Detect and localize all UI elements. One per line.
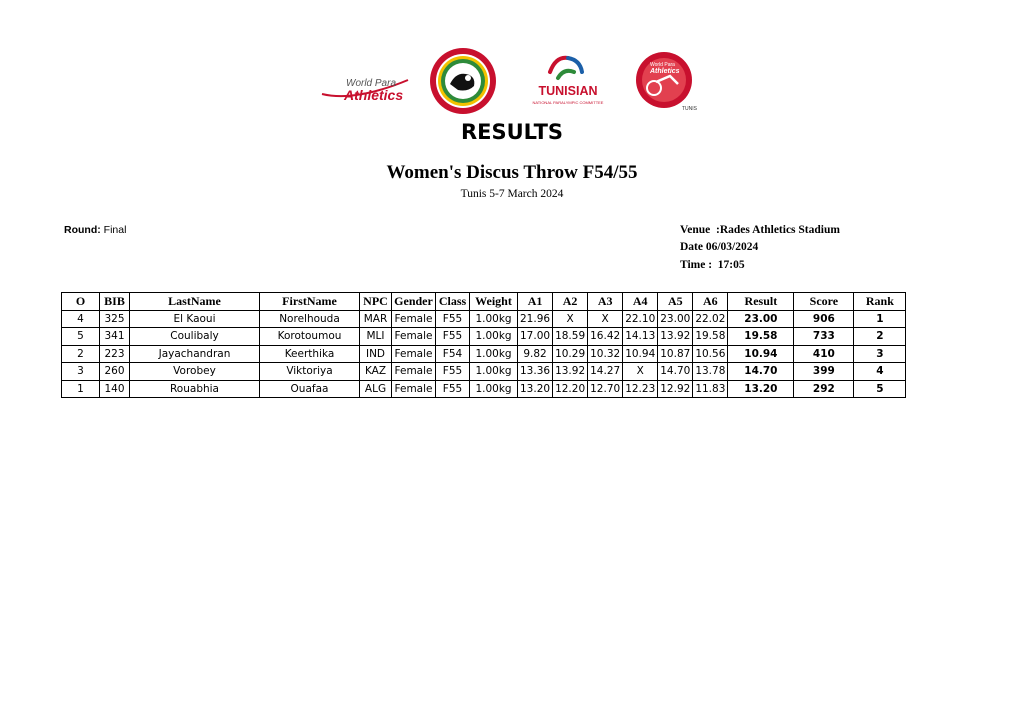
table-row <box>62 345 906 363</box>
cell-class: F55 <box>436 363 470 381</box>
cell-a6: 22.02 <box>693 310 728 328</box>
cell-a6: 19.58 <box>693 328 728 346</box>
grand-prix-tunis-logo <box>630 48 706 112</box>
cell-score: 399 <box>794 363 854 381</box>
col-header: A6 <box>693 293 728 311</box>
col-header: Weight <box>470 293 518 311</box>
cell-a1: 17.00 <box>518 328 553 346</box>
cell-a3: 16.42 <box>588 328 623 346</box>
table-row <box>62 310 906 328</box>
col-header: A4 <box>623 293 658 311</box>
cell-a2: 18.59 <box>553 328 588 346</box>
cell-a3: 14.27 <box>588 363 623 381</box>
npc-name: TUNISIAN <box>538 84 598 98</box>
cell-lastname: El Kaoui <box>130 310 260 328</box>
cell-rank: 3 <box>854 345 906 363</box>
cell-order: 4 <box>62 310 100 328</box>
cell-result: 10.94 <box>728 345 794 363</box>
gp-line3: TUNIS <box>682 106 697 112</box>
col-header: Rank <box>854 293 906 311</box>
cell-a4: 22.10 <box>623 310 658 328</box>
cell-bib: 325 <box>100 310 130 328</box>
cell-a2: 12.20 <box>553 380 588 398</box>
wpa-line2: Athletics <box>344 87 404 103</box>
cell-class: F55 <box>436 310 470 328</box>
cell-bib: 260 <box>100 363 130 381</box>
cell-order: 2 <box>62 345 100 363</box>
cell-weight: 1.00kg <box>470 380 518 398</box>
cell-result: 13.20 <box>728 380 794 398</box>
cell-rank: 5 <box>854 380 906 398</box>
cell-gender: Female <box>392 363 436 381</box>
cell-firstname: Norelhouda <box>260 310 360 328</box>
cell-lastname: Vorobey <box>130 363 260 381</box>
cell-a3: 12.70 <box>588 380 623 398</box>
cell-a4: 12.23 <box>623 380 658 398</box>
cell-firstname: Keerthika <box>260 345 360 363</box>
cell-a6: 10.56 <box>693 345 728 363</box>
cell-a5: 10.87 <box>658 345 693 363</box>
cell-a6: 13.78 <box>693 363 728 381</box>
cell-score: 733 <box>794 328 854 346</box>
event-title: Women's Discus Throw F54/55 <box>386 162 638 183</box>
col-header: Result <box>728 293 794 311</box>
table-row <box>62 363 906 381</box>
cell-result: 23.00 <box>728 310 794 328</box>
cell-a5: 23.00 <box>658 310 693 328</box>
cell-a3: 10.32 <box>588 345 623 363</box>
page-title: RESULTS <box>460 120 564 144</box>
cell-score: 292 <box>794 380 854 398</box>
cell-bib: 223 <box>100 345 130 363</box>
cell-weight: 1.00kg <box>470 345 518 363</box>
cell-a3: X <box>588 310 623 328</box>
cell-firstname: Ouafaa <box>260 380 360 398</box>
cell-order: 3 <box>62 363 100 381</box>
cell-class: F55 <box>436 328 470 346</box>
cell-a5: 13.92 <box>658 328 693 346</box>
cell-gender: Female <box>392 328 436 346</box>
cell-result: 19.58 <box>728 328 794 346</box>
round-info <box>64 224 126 236</box>
cell-a4: 10.94 <box>623 345 658 363</box>
cell-a1: 9.82 <box>518 345 553 363</box>
cell-class: F55 <box>436 380 470 398</box>
col-header: NPC <box>360 293 392 311</box>
table-header-row <box>62 293 906 311</box>
cell-npc: MLI <box>360 328 392 346</box>
cell-weight: 1.00kg <box>470 363 518 381</box>
tunisian-npc-logo <box>528 48 608 112</box>
federation-emblem-icon <box>428 46 498 116</box>
world-para-athletics-logo <box>310 50 420 110</box>
cell-rank: 4 <box>854 363 906 381</box>
cell-rank: 2 <box>854 328 906 346</box>
event-time: Time : 17:05 <box>680 259 745 271</box>
cell-class: F54 <box>436 345 470 363</box>
cell-npc: IND <box>360 345 392 363</box>
event-date: Date 06/03/2024 <box>680 241 759 253</box>
cell-gender: Female <box>392 380 436 398</box>
cell-rank: 1 <box>854 310 906 328</box>
cell-a5: 14.70 <box>658 363 693 381</box>
gp-line2: Athletics <box>650 68 680 75</box>
cell-lastname: Coulibaly <box>130 328 260 346</box>
logo-banner <box>300 44 720 116</box>
cell-lastname: Rouabhia <box>130 380 260 398</box>
cell-firstname: Korotoumou <box>260 328 360 346</box>
round-label: Round: <box>64 224 101 236</box>
cell-a1: 13.36 <box>518 363 553 381</box>
venue: Venue :Rades Athletics Stadium <box>680 224 840 236</box>
cell-npc: MAR <box>360 310 392 328</box>
cell-bib: 341 <box>100 328 130 346</box>
col-header: A5 <box>658 293 693 311</box>
gp-line1: World Para <box>650 62 675 68</box>
col-header: Gender <box>392 293 436 311</box>
cell-a5: 12.92 <box>658 380 693 398</box>
col-header: LastName <box>130 293 260 311</box>
cell-a6: 11.83 <box>693 380 728 398</box>
cell-order: 1 <box>62 380 100 398</box>
col-header: BIB <box>100 293 130 311</box>
cell-a2: X <box>553 310 588 328</box>
col-header: A3 <box>588 293 623 311</box>
wpa-line1: World Para <box>346 78 397 89</box>
cell-weight: 1.00kg <box>470 328 518 346</box>
col-header: O <box>62 293 100 311</box>
cell-score: 410 <box>794 345 854 363</box>
cell-a2: 10.29 <box>553 345 588 363</box>
cell-gender: Female <box>392 345 436 363</box>
cell-a4: X <box>623 363 658 381</box>
col-header: Score <box>794 293 854 311</box>
round-value: Final <box>103 224 127 236</box>
col-header: FirstName <box>260 293 360 311</box>
cell-firstname: Viktoriya <box>260 363 360 381</box>
col-header: Class <box>436 293 470 311</box>
cell-result: 14.70 <box>728 363 794 381</box>
npc-sub: NATIONAL PARALYMPIC COMMITTEE <box>532 100 604 105</box>
table-row <box>62 380 906 398</box>
cell-gender: Female <box>392 310 436 328</box>
cell-a2: 13.92 <box>553 363 588 381</box>
cell-npc: ALG <box>360 380 392 398</box>
results-table <box>61 292 906 398</box>
col-header: A1 <box>518 293 553 311</box>
cell-npc: KAZ <box>360 363 392 381</box>
table-row <box>62 328 906 346</box>
col-header: A2 <box>553 293 588 311</box>
cell-a4: 14.13 <box>623 328 658 346</box>
cell-a1: 21.96 <box>518 310 553 328</box>
event-dates: Tunis 5-7 March 2024 <box>460 188 564 200</box>
cell-weight: 1.00kg <box>470 310 518 328</box>
cell-score: 906 <box>794 310 854 328</box>
cell-a1: 13.20 <box>518 380 553 398</box>
cell-bib: 140 <box>100 380 130 398</box>
cell-order: 5 <box>62 328 100 346</box>
cell-lastname: Jayachandran <box>130 345 260 363</box>
